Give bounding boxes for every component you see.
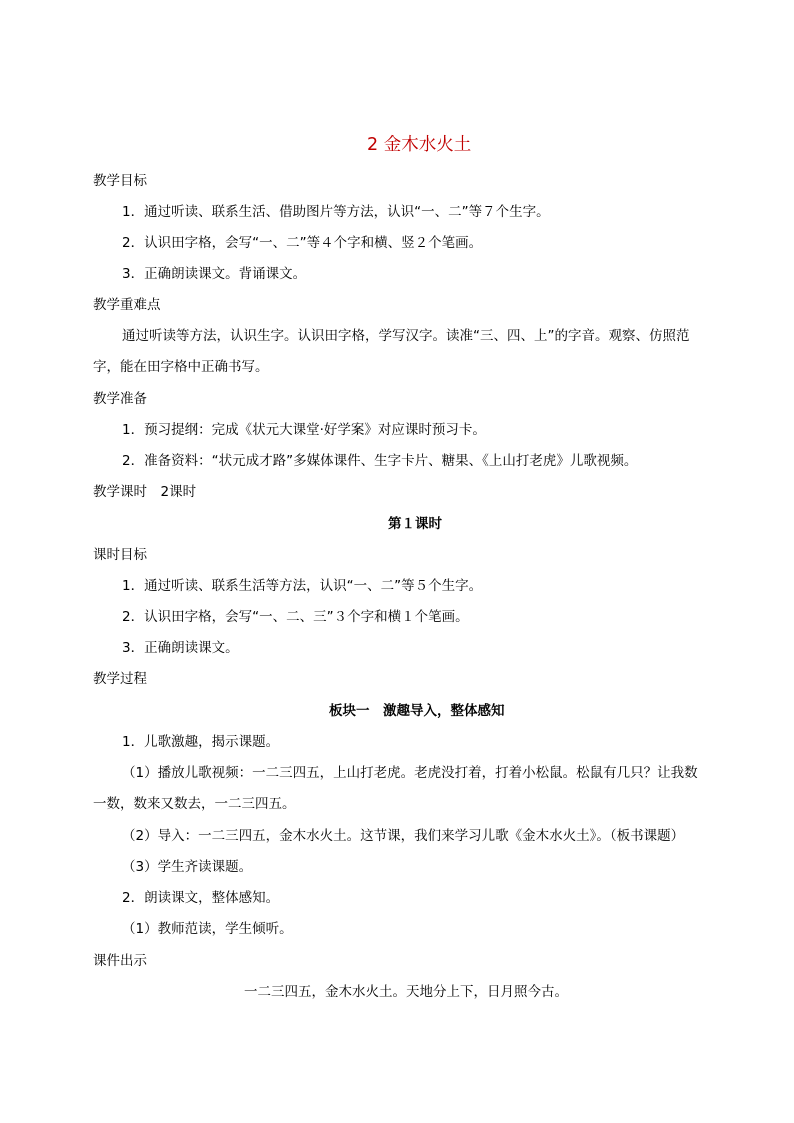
- preparation-item: 2．准备资料：“状元成才路”多媒体课件、生字卡片、糖果、《上山打老虎》儿歌视频。: [122, 453, 638, 469]
- document-title: 2 金木水火土: [367, 135, 472, 155]
- lesson-goal-item: 1．通过听读、联系生活等方法，认识“一、二”等５个生字。: [122, 578, 483, 594]
- process-step: 1．儿歌激趣，揭示课题。: [122, 734, 280, 750]
- teaching-hours: 教学课时 2课时: [93, 484, 197, 500]
- lesson-goals-heading: 课时目标: [93, 547, 147, 563]
- lesson-heading: 第１课时: [388, 516, 442, 532]
- process-substep: （3）学生齐读课题。: [122, 859, 253, 875]
- process-heading: 教学过程: [93, 671, 147, 687]
- key-points-paragraph-line: 通过听读等方法，认识生字。认识田字格，学写汉字。读准“三、四、上”的字音。观察、仿照范: [122, 328, 690, 344]
- lesson-goal-item: 2．认识田字格，会写“一、二、三”３个字和横１个笔画。: [122, 609, 469, 625]
- process-substep-line: （1）播放儿歌视频：一二三四五，上山打老虎。老虎没打着，打着小松鼠。松鼠有几只？让我数: [122, 765, 698, 781]
- process-substep-line: 一数，数来又数去，一二三四五。: [93, 796, 296, 812]
- objective-item: 2．认识田字格，会写“一、二”等４个字和横、竖２个笔画。: [122, 235, 483, 251]
- process-substep: （1）教师范读，学生倾听。: [122, 921, 293, 937]
- preparation-item: 1．预习提纲：完成《状元大课堂·好学案》对应课时预习卡。: [122, 422, 486, 438]
- courseware-text: 一二三四五，金木水火土。天地分上下，日月照今古。: [244, 984, 568, 1000]
- key-points-paragraph-line: 字，能在田字格中正确书写。: [93, 359, 269, 375]
- process-substep: （2）导入：一二三四五，金木水火土。这节课，我们来学习儿歌《金木水火土》。（板书课题）: [122, 828, 685, 844]
- block-heading: 板块一 激趣导入，整体感知: [329, 703, 505, 719]
- courseware-heading: 课件出示: [93, 953, 147, 969]
- objective-item: 3．正确朗读课文。背诵课文。: [122, 266, 307, 282]
- process-step: 2．朗读课文，整体感知。: [122, 890, 280, 906]
- section-heading-objectives: 教学目标: [93, 173, 147, 189]
- lesson-goal-item: 3．正确朗读课文。: [122, 640, 239, 656]
- section-heading-preparation: 教学准备: [93, 391, 147, 407]
- objective-item: 1．通过听读、联系生活、借助图片等方法，认识“一、二”等７个生字。: [122, 204, 550, 220]
- section-heading-key-points: 教学重难点: [93, 297, 161, 313]
